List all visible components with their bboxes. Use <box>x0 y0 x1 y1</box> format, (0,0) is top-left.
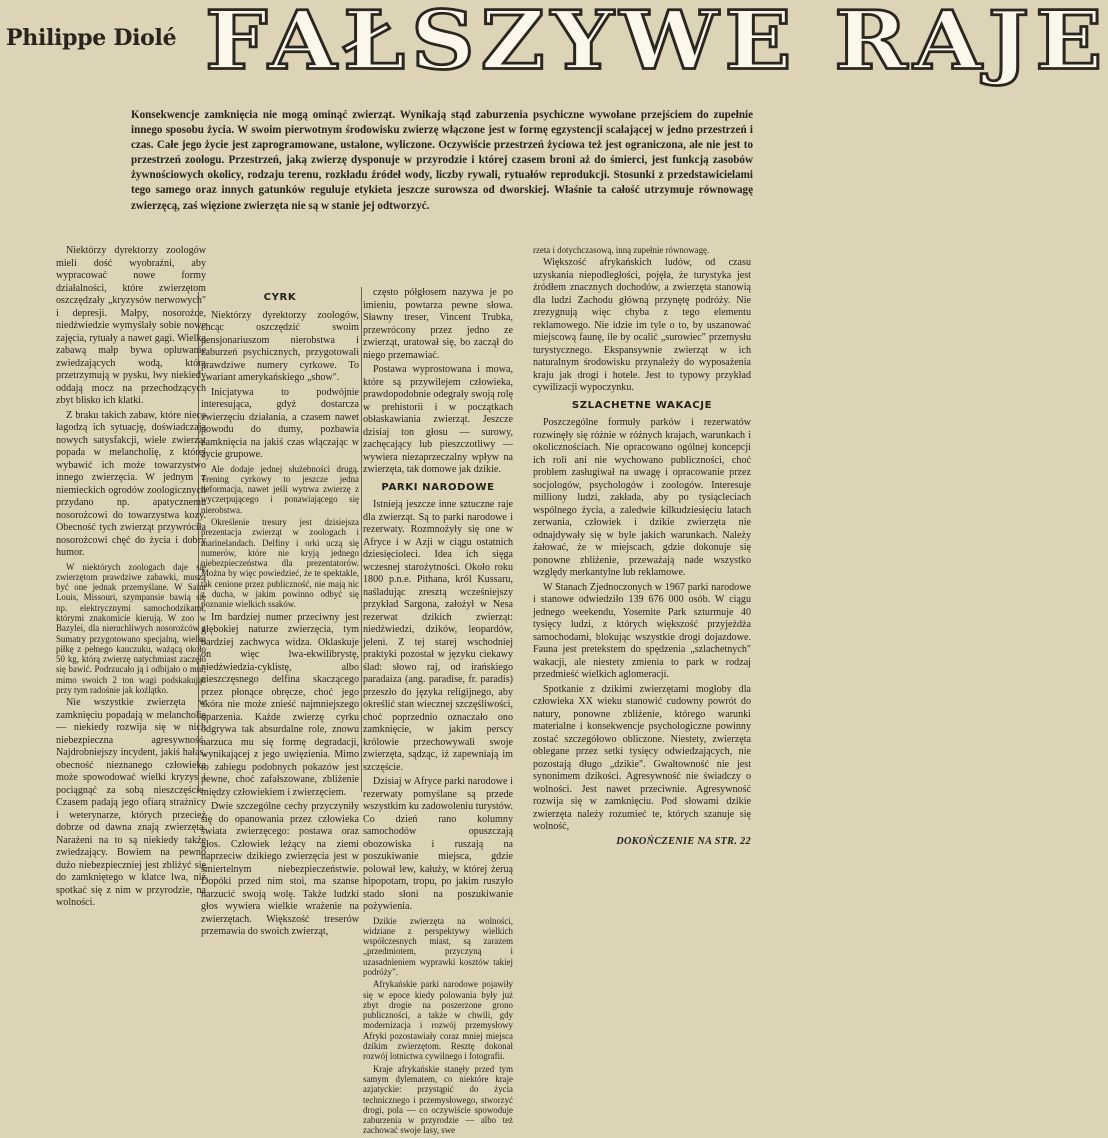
paragraph: Niektórzy dyrektorzy zoologów mieli dość wyobraźni, aby wypracować nowe formy działalności, które zwierzętom oszczędzały „kryzysów nerwowych" i depresji. Małpy, nosorożce, niedźwiedzie wymyślały sobie nowe zajęcia, rytuały a nawet gagi. Wielką zabawą małp bywa opluwanie zwiedzających wodą, którą przetrzymują w pysku, lwy niekiedy oddają mocz na przechodzących zbyt blisko ich klatki. <box>56 245 206 406</box>
paragraph: Istnieją jeszcze inne sztuczne raje dla zwierząt. Są to parki narodowe i rezerwaty. Rozmnożyły się one w Afryce i w Azji w ciągu ostatnich dziesięcioleci. Idea ich sięga wczesnej starożytności. Około roku 1800 p.n.e. Pithana, król Kussaru, naśladując zresztą wcześniejszy przykład Sargona, założył w Nesa rezerwat dzikich zwierząt: niedźwiedzi, dzików, leopardów, jeleni. Z tej starej wschodniej praktyki pozostał w języku ciekawy ślad: słowo raj, od irańskiego paradaiza (ang. paradise, fr. paradis) przeszło do języka religijnego, aby określić stan wiecznej szczęśliwości, choć poprzednio oznaczało ono zamknięcie, w jakim perscy królowie przechowywali swoje zwierzęta, sądząc, iż zapewniają im szczęście. <box>363 499 513 773</box>
paragraph: Afrykańskie parki narodowe pojawiły się w epoce kiedy polowania były już zbyt drogie na poszerzone grono publiczności, a także w chwili, gdy modernizacja i rozwój przemysłowy Afryki pozostawiały coraz mniej miejsca dzikim zwierzętom. Resztę dokonał rozwój lotnictwa cywilnego i fotografii. <box>363 979 513 1062</box>
paragraph: W niektórych zoologach daje się zwierzętom prawdziwe zabawki, muszą być one jednak przemyślane. W Saint Louis, Missouri, szympansie bawią się np. elektrycznymi samochodzikami, którymi znakomicie kierują. W zoo w Bazylei, dla nieruchliwych nosorożców z Sumatry przygotowano specjalną, wielką piłkę z pełnego kauczuku, ważącą około 50 kg, którą zwierzę natychmiast zaczęło się bawić. Podrzucało ją i odbijało o mur, mimo swoich 2 ton wagi podskakując przy tym radośnie jak koźlątko. <box>56 561 206 696</box>
paragraph: Nie wszystkie zwierzęta w zamknięciu popadają w melancholię — niekiedy rozwija się w nich niebezpieczna agresywność. Najdrobniejszy incydent, jakiś hałas, obecność nieznanego człowieka może spowodować wielki kryzys i pociągnąć za sobą nieszczęście. Czasem padają jego ofiarą strażnicy i weterynarze, których przecież dobrze od dawna znają zwierzęta. Narażeni na to są niekiedy także zwiedzający. Bowiem na pewno dużo niebezpieczniej jest zbliżyć się do zamkniętego w klatce lwa, niż spotkać się z nim w przyrodzie, na wolności. <box>56 697 206 909</box>
paragraph: Spotkanie z dzikimi zwierzętami mogłoby dla człowieka XX wieku stanowić cudowny powrót do natury, ponowne zbliżenie, którego warunki materialne i konsekwencje psychologiczne powinny zostać szczegółowo obliczone. Niestety, zwierzęta oblegane przez setki tysięcy odwiedzających, nie pozostają długo „dzikie". Gwałtowność nie jest synonimem dzikości. Agresywność nie świadczy o wolności. Jest nawet przeciwnie. Agresywność rozwija się w zamknięciu. Pod słowami dzikie zwierzęta należy rozumieć te, których szanuje się wolność, <box>533 683 751 833</box>
paragraph: Większość afrykańskich ludów, od czasu uzyskania niepodległości, pojęła, że turystyka jest źródłem znacznych dochodów, a zwierzęta stanowią dla ludzi Zachodu główną przynętę podróży. Nie zrezygnują więc chyba z tego elementu reklamowego. Nie idzie im tyle o to, by uszanować miejscową faunę, ile by ocalić „surowiec" przemysłu turystycznego. Ekspansywnie zwierząt w ich naturalnym środowisku przynależy do wyposażenia kraju jak drogi i hotele. Jest to typowy przykład cywilizacji wypoczynku. <box>533 257 751 394</box>
continued-on-page: DOKOŃCZENIE NA STR. 22 <box>616 835 751 847</box>
paragraph: Niektórzy dyrektorzy zoologów, chcąc oszczędzić swoim pensjonariuszom nierobstwa i zaburzeń psychicznych, przygotowali prawdziwe numery cyrkowe. To „wariant amerykańskiego „show". <box>201 309 359 383</box>
article-title: FAŁSZYWE RAJE <box>205 0 1108 88</box>
paragraph: Inicjatywa to podwójnie interesująca, gdyż dostarcza zwierzęciu działania, a czasem nawet powodu do dumy, pozbawia zamknięcia na jakiś czas włączając w życie grupowe. <box>201 386 359 460</box>
paragraph: W Stanach Zjednoczonych w 1967 parki narodowe i stanowe odwiedziło 139 676 000 osób. W ciągu jednego weekendu, Yosemite Park szturmuje 40 tysięcy ludzi, z których większość przyjeżdża samochodami, blokując wszystkie drogi dojazdowe. Fauna jest pretekstem do spędzenia „szlachetnych" wakacji, ale niestety zmienia to park w rodzaj przedmieść wielkich aglomeracji. <box>533 581 751 681</box>
column-rule-2 <box>361 287 362 792</box>
paragraph: Postawa wyprostowana i mowa, które są przywilejem człowieka, prawdopodobnie odegrały swoją rolę w prehistorii i w początkach obłaskawiania zwierząt. Jeszcze dzisiaj ton głosu — surowy, zachęcający lub pieszczotliwy — wywiera niezaprzeczalny wpływ na zwierzęta, tak domowe jak dzikie. <box>363 364 513 475</box>
paragraph: Im bardziej numer przeciwny jest głębokiej naturze zwierzęcia, tym bardziej zachwyca widza. Oklaskuje on więc lwa-ekwilibrystę, niedźwiedzia-cyklistę, albo nieszczęsnego delfina skaczącego przez płonące obręcze, choć jego skóra nie może znieść najmniejszego oparzenia. Każde zwierzę cyrku odgrywa tak absurdalne role, znowu narzuca mu się formę degradacji, wynikającej z jego uwięzienia. Mimo to zabiegu podobnych pokazów jest pewne, choć zafałszowane, zbliżenie między człowiekiem i zwierzęciem. <box>201 611 359 798</box>
article-header <box>0 0 1108 88</box>
column-4 <box>533 245 751 848</box>
paragraph: Dwie szczególne cechy przyczyniły się do opanowania przez człowieka świata zwierzęcego: postawa oraz głos. Człowiek leżący na ziemi naprzeciw dzikiego zwierzęcia jest w śmiertelnym niebezpieczeństwie. Dopóki przed nim stoi, ma szanse narzucić swoją wolę. Także ludzki głos wywiera wielkie wrażenie na zwierzętach. Większość treserów przemawia do swoich zwierząt, <box>201 801 359 938</box>
section-heading-szlachetne-wakacje: SZLACHETNE WAKACJE <box>571 399 713 411</box>
section-heading-parki-narodowe: PARKI NARODOWE <box>381 481 495 493</box>
paragraph: Dzikie zwierzęta na wolności, widziane z perspektywy wielkich współczesnych miast, są zarazem „przedmiotem, przyczyną i uzasadnieniem wyprawki kosztów takiej podróży". <box>363 915 513 977</box>
section-heading-cyrk: CYRK <box>263 292 297 303</box>
paragraph: rzeta i dotychczasową, inną zupełnie równowagę. <box>533 245 710 255</box>
author-name: Philippe Diolé <box>6 25 177 51</box>
lead-paragraph: Konsekwencje zamknięcia nie mogą ominąć zwierząt. Wynikają stąd zaburzenia psychiczne wywołane przejściem do zupełnie innego sposobu życia. W swoim pierwotnym środowisku zwierzę włączone jest w formę egzystencji scalającej w jedno przestrzeń i czas. Całe jego życie jest zaprogramowane, ustalone, wyliczone. Oczywiście przestrzeń życiowa też jest ograniczona, ale nie jest to przestrzeń zoologu. Przestrzeń, jaką zwierzę dysponuje w przyrodzie i której czasem broni aż do śmierci, jest funkcją zasobów żywnościowych okolicy, rodzaju terenu, rozkładu źródeł wody, liczby rywali, rytuałów reprodukcji. Stosunki z przedstawicielami tego samego oraz innych gatunków reguluje etykieta jeszcze surowsza od dworskiej. Właśnie ta całość utrzymuje równowagę zwierzęcą, zaś więzione zwierzęta nie są w stanie jej odtworzyć. <box>131 109 753 212</box>
paragraph: Poszczególne formuły parków i rezerwatów rozwinęły się różnie w różnych krajach, warunkach i okolicznościach. Nie opracowano ogólnej koncepcji ich roli ani nie wychowano publiczności, choć problem zasługiwał na uwagę i opracowanie przez socjologów, psychologów i zoologów. Interesuje milliony ludzi, zakłada, aby po tysiącleciach wspólnego życia, a zaledwie kilkudziesięciu latach zerwania, człowiek i dzikie zwierzęta nie odnajdywały się w byle jakich warunkach. Należy żałować, że w miejscach, gdzie dokonuje się ponowne zbliżenie, przeważają nade wszystko względy merkantylne lub reklamowe. <box>533 417 751 579</box>
column-1 <box>56 245 206 912</box>
paragraph: Ale dodaje jednej służebności drugą. Trening cyrkowy to jeszcze jedna deformacja, nawet jeśli wytrwa zwierzę z wyczerpującego i ponawiającego się nierobstwa. <box>201 463 359 515</box>
column-2 <box>201 292 359 941</box>
paragraph: często półgłosem nazywa je po imieniu, powtarza pewne słowa. Sławny treser, Vincent Trubka, przewrócony przez jedno ze zwierząt, uratował się, bo zaczął do niego przemawiać. <box>363 287 513 361</box>
paragraph: Określenie tresury jest dzisiejsza prezentacja zwierząt w zoologach i marinelandach. Delfiny i orki uczą się numerów, które nie kryją jednego niebezpieczeństwa dla prezentatorów. Można by więc powiedzieć, że te spektakle, tak cenione przez publiczność, nie mają nic z ducha, w jakim powinno odbyć się poznanie wielkich ssaków. <box>201 516 359 610</box>
paragraph: Kraje afrykańskie stanęły przed tym samym dylematem, co niektóre kraje azjatyckie: przystąpić do życia technicznego i przemysłowego, stworzyć drogi, pola — co oczywiście spowoduje zaburzenia w przyrodzie — albo też zachować swoje lasy, swe <box>363 1063 513 1136</box>
paragraph: Dzisiaj w Afryce parki narodowe i rezerwaty pomyślane są przede wszystkim ku zadowoleniu turystów. Co dzień rano kolumny samochodów opuszczają obozowiska i ruszają na poszukiwanie miejsca, gdzie polował lew, kałuży, w której żeruą hipopotam, tropu, po jakim ruszyło stado słoni na poszukiwanie pożywienia. <box>363 776 513 912</box>
paragraph: Z braku takich zabaw, które nieco łagodzą ich sytuację, doświadczają nowych satysfakcji, wiele zwierząt popada w melancholię, z której wybawić ich może towarzystwo innego zwierzęcia. W jednym z niemieckich ogrodów zoologicznych przydano np. apatycznemu nosorożcowi do towarzystwa kozy. Obecność tych zwierząt przywróciła nosorożcowi chęć do życia i dobry humor. <box>56 409 206 558</box>
column-3 <box>363 287 513 1138</box>
